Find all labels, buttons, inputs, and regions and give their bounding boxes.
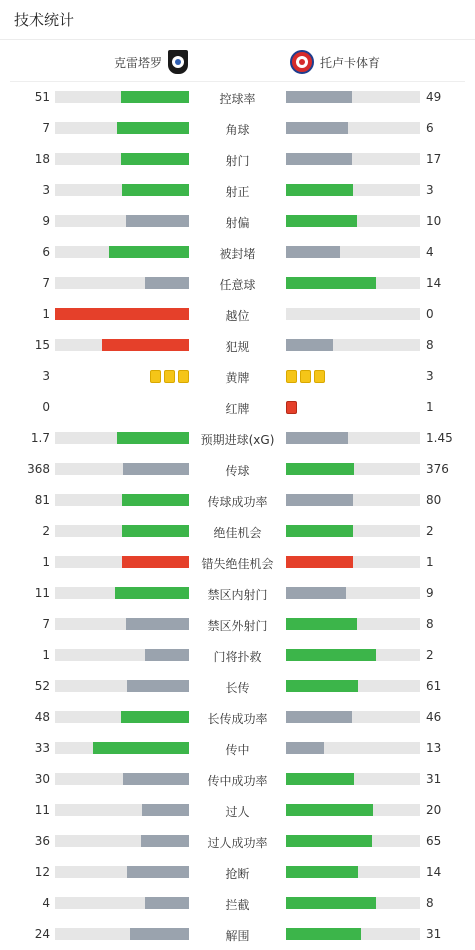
away-value: 1 [426,400,434,414]
stat-row [0,855,475,886]
stat-label: 过人 [225,805,250,819]
home-bar-track [55,432,189,444]
away-bar-track [286,184,420,196]
away-value: 14 [426,276,442,290]
home-bar-track [55,649,189,661]
away-bar [286,525,353,537]
home-bar-track [55,184,189,196]
away-bar [286,804,373,816]
away-bar [286,463,354,475]
home-bar-track [55,711,189,723]
home-bar [130,928,189,940]
stat-row [0,328,475,359]
stat-row [0,917,475,948]
away-value: 46 [426,710,442,724]
stat-row [0,514,475,545]
away-bar [286,897,376,909]
away-bar [286,432,348,444]
stat-label: 拦截 [225,898,250,912]
stat-row [0,297,475,328]
away-value: 17 [426,152,442,166]
away-value: 0 [426,307,434,321]
home-value: 3 [42,369,50,383]
away-value: 61 [426,679,442,693]
away-value: 8 [426,896,434,910]
stat-label: 长传成功率 [207,712,268,726]
home-bar-track [55,742,189,754]
home-bar-track [55,277,189,289]
home-bar-track [55,91,189,103]
away-bar [286,649,376,661]
home-bar-track [55,556,189,568]
away-value: 3 [426,369,434,383]
home-bar [121,711,189,723]
stat-row [0,80,475,111]
away-value: 1 [426,555,434,569]
away-value: 49 [426,90,442,104]
yellow-card-icon [286,370,297,383]
home-bar [126,618,189,630]
stat-row [0,235,475,266]
away-bar-track [286,122,420,134]
home-team[interactable] [114,50,188,74]
stat-row [0,390,475,421]
away-value: 14 [426,865,442,879]
home-value: 24 [34,927,50,941]
home-bar [122,494,189,506]
stat-row [0,638,475,669]
home-value: 7 [42,121,50,135]
home-value: 6 [42,245,50,259]
yellow-card-icon [300,370,311,383]
stat-label: 长传 [225,681,250,695]
home-value: 51 [34,90,50,104]
home-value: 3 [42,183,50,197]
away-value: 65 [426,834,442,848]
away-bar-track [286,91,420,103]
away-value: 10 [426,214,442,228]
stat-label: 被封堵 [219,247,256,261]
stat-label: 红牌 [225,402,250,416]
away-bar-track [286,153,420,165]
stat-label: 绝佳机会 [213,526,262,540]
stat-label: 角球 [225,123,250,137]
home-bar-track [55,928,189,940]
home-value: 1.7 [30,431,50,445]
away-value: 2 [426,648,434,662]
teams-bar [10,40,465,82]
home-bar [145,649,189,661]
stat-row [0,793,475,824]
home-value: 0 [42,400,50,414]
stat-label: 抢断 [225,867,250,881]
away-team[interactable] [290,50,380,74]
home-bar-track [55,122,189,134]
home-bar [109,246,189,258]
away-team-name: 托卢卡体育 [320,55,381,70]
stat-label: 犯规 [225,340,250,354]
home-bar-track [55,339,189,351]
away-bar [286,928,361,940]
stat-label: 传球 [225,464,250,478]
home-bar-track [55,308,189,320]
home-team-crest-icon [168,50,188,74]
home-bar-track [55,618,189,630]
home-value: 18 [34,152,50,166]
away-bar [286,246,340,258]
away-value: 8 [426,338,434,352]
away-bar-track [286,432,420,444]
stat-row [0,886,475,917]
away-bar-track [286,463,420,475]
yellow-card-icon [150,370,161,383]
home-bar-track [55,587,189,599]
stat-row [0,421,475,452]
stat-row [0,607,475,638]
away-bar [286,339,333,351]
away-bar [286,711,352,723]
stat-row [0,731,475,762]
away-value: 6 [426,121,434,135]
stat-label: 射正 [225,185,250,199]
away-bar [286,184,353,196]
page-title: 技术统计 [14,11,75,29]
away-bar-track [286,680,420,692]
home-bar [102,339,189,351]
away-bar-track [286,215,420,227]
home-bar-track [55,246,189,258]
stat-label: 射偏 [225,216,250,230]
home-bar-track [55,153,189,165]
stat-label: 任意球 [219,278,256,292]
home-bar [122,184,189,196]
home-value: 368 [27,462,50,476]
home-bar [93,742,189,754]
away-value: 20 [426,803,442,817]
away-value: 31 [426,927,442,941]
home-bar-track [55,773,189,785]
away-bar [286,556,353,568]
stat-label: 射门 [225,154,250,168]
stat-label: 过人成功率 [207,836,268,850]
away-bar-track [286,246,420,258]
away-bar-track [286,897,420,909]
away-bar [286,618,357,630]
home-value: 1 [42,307,50,321]
stat-label: 越位 [225,309,250,323]
home-bar-track [55,525,189,537]
away-value: 376 [426,462,449,476]
home-value: 1 [42,555,50,569]
home-value: 7 [42,276,50,290]
stats-list [0,80,475,948]
home-bar [141,835,189,847]
stat-label: 禁区内射门 [207,588,268,602]
home-cards [150,370,189,383]
away-bar [286,153,352,165]
stat-label: 错失绝佳机会 [201,557,274,571]
stat-label: 传中 [225,743,250,757]
home-value: 52 [34,679,50,693]
stats-header [0,0,475,40]
stat-row [0,576,475,607]
home-bar [145,277,189,289]
away-cards [286,370,325,383]
away-value: 4 [426,245,434,259]
home-value: 81 [34,493,50,507]
away-bar [286,773,354,785]
home-bar [117,122,189,134]
home-bar [123,463,189,475]
away-value: 1.45 [426,431,453,445]
away-bar-track [286,618,420,630]
home-value: 11 [34,586,50,600]
stat-row [0,824,475,855]
away-bar-track [286,773,420,785]
home-bar [145,897,189,909]
stat-row [0,204,475,235]
home-bar-track [55,835,189,847]
home-bar-track [55,866,189,878]
away-value: 2 [426,524,434,538]
home-bar-track [55,897,189,909]
stat-row [0,483,475,514]
home-value: 12 [34,865,50,879]
yellow-card-icon [164,370,175,383]
away-value: 8 [426,617,434,631]
home-bar [121,91,189,103]
home-value: 1 [42,648,50,662]
away-bar-track [286,587,420,599]
stat-row [0,359,475,390]
stat-row [0,762,475,793]
home-bar-track [55,680,189,692]
home-value: 11 [34,803,50,817]
stat-label: 传中成功率 [207,774,268,788]
away-cards [286,401,297,414]
away-value: 3 [426,183,434,197]
home-bar [55,308,189,320]
away-bar [286,587,346,599]
home-bar [121,153,189,165]
home-value: 48 [34,710,50,724]
home-value: 33 [34,741,50,755]
away-bar-track [286,742,420,754]
home-bar [127,866,189,878]
home-bar-track [55,494,189,506]
home-bar-track [55,804,189,816]
away-value: 31 [426,772,442,786]
stat-row [0,266,475,297]
away-bar-track [286,866,420,878]
away-bar-track [286,556,420,568]
away-bar [286,277,376,289]
away-value: 80 [426,493,442,507]
stat-label: 控球率 [219,92,256,106]
away-team-crest-icon [290,50,314,74]
home-bar-track [55,463,189,475]
home-bar [122,556,189,568]
away-bar-track [286,494,420,506]
home-bar [123,773,189,785]
away-bar-track [286,339,420,351]
home-bar [126,215,189,227]
yellow-card-icon [314,370,325,383]
away-bar [286,215,357,227]
home-value: 15 [34,338,50,352]
stat-label: 黄牌 [225,371,250,385]
stat-row [0,669,475,700]
home-value: 9 [42,214,50,228]
away-bar [286,835,372,847]
stat-label: 预期进球(xG) [200,433,275,447]
away-bar-track [286,277,420,289]
home-bar [127,680,189,692]
away-bar [286,494,353,506]
stat-row [0,142,475,173]
home-bar [122,525,189,537]
home-value: 4 [42,896,50,910]
away-bar-track [286,804,420,816]
away-bar-track [286,525,420,537]
home-value: 7 [42,617,50,631]
away-bar-track [286,928,420,940]
away-bar [286,122,348,134]
away-bar [286,91,352,103]
stat-label: 禁区外射门 [207,619,268,633]
red-card-icon [286,401,297,414]
away-value: 13 [426,741,442,755]
stat-row [0,173,475,204]
away-bar-track [286,711,420,723]
stat-row [0,545,475,576]
home-bar [115,587,189,599]
home-value: 2 [42,524,50,538]
home-bar-track [55,215,189,227]
stat-row [0,452,475,483]
stat-row [0,700,475,731]
home-bar [142,804,189,816]
stat-label: 解围 [225,929,250,943]
away-value: 9 [426,586,434,600]
away-bar-track [286,649,420,661]
away-bar-track [286,835,420,847]
stat-label: 门将扑救 [213,650,262,664]
stat-label: 传球成功率 [207,495,268,509]
yellow-card-icon [178,370,189,383]
stat-row [0,111,475,142]
home-team-name: 克雷塔罗 [113,55,162,70]
home-bar [117,432,189,444]
away-bar [286,742,324,754]
home-value: 36 [34,834,50,848]
away-bar-track [286,308,420,320]
home-value: 30 [34,772,50,786]
away-bar [286,866,358,878]
away-bar [286,680,358,692]
